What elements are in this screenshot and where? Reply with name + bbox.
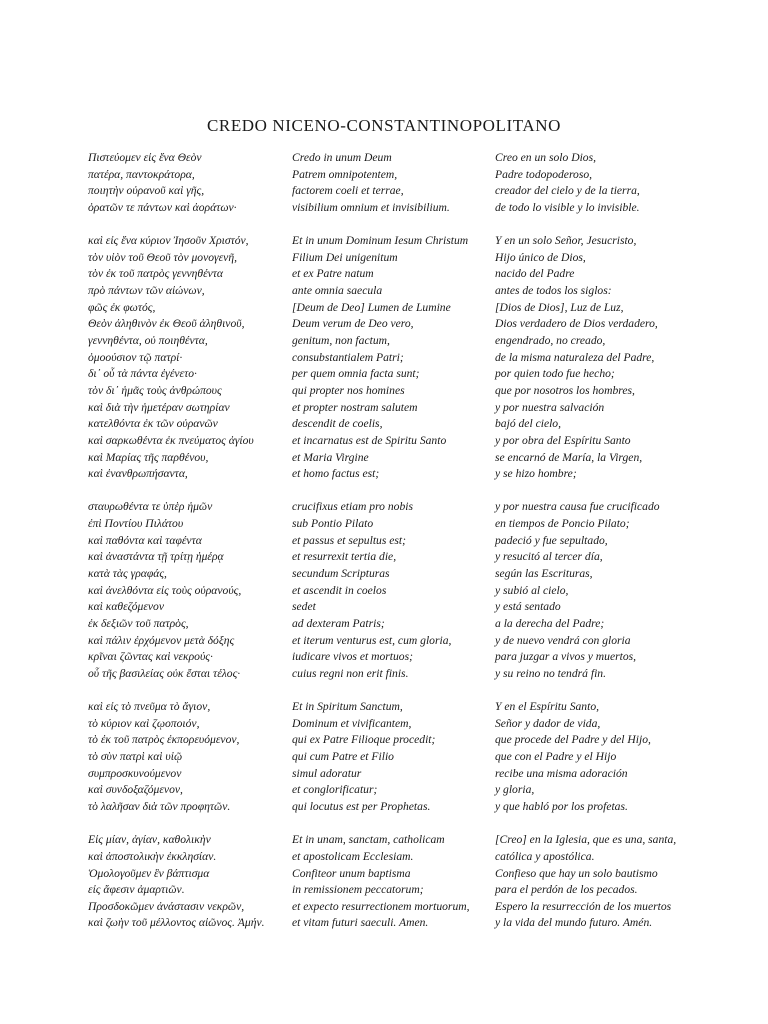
latin-stanza (292, 233, 488, 483)
greek-line: καὶ διὰ τὴν ἡμετέραν σωτηρίαν (88, 400, 230, 414)
latin-line: et ex Patre natum (292, 267, 374, 281)
spanish-line: bajó del cielo, (495, 417, 562, 431)
greek-line: κατὰ τὰς γραφάς, (88, 567, 167, 581)
greek-line: ἐπὶ Ποντίου Πιλάτου (88, 517, 184, 531)
greek-line: καὶ ζωὴν τοῦ μέλλοντος αἰῶνος. Ἀμήν. (88, 916, 265, 930)
greek-line: Εἰς μίαν, ἁγίαν, καθολικὴν (88, 833, 211, 847)
greek-line: καὶ ἀναστάντα τῇ τρίτῃ ἡμέρᾳ (88, 550, 224, 564)
greek-line: σταυρωθέντα τε ὑπὲρ ἡμῶν (88, 500, 213, 514)
latin-line: Dominum et vivificantem, (292, 716, 412, 730)
spanish-line: Creo en un solo Dios, (495, 151, 597, 164)
latin-line: et conglorificatur; (292, 783, 378, 797)
latin-line: Et in unum Dominum Iesum Christum (292, 234, 469, 248)
spanish-line: y resucitó al tercer día, (495, 550, 603, 564)
latin-line: sub Pontio Pilato (292, 517, 374, 531)
spanish-line: que procede del Padre y del Hijo, (495, 733, 651, 747)
latin-line: et expecto resurrectionem mortuorum, (292, 899, 470, 913)
spanish-line: y está sentado (495, 600, 561, 614)
greek-line: τὸ κύριον καὶ ζῳοποιόν, (88, 716, 200, 730)
spanish-line: y subió al cielo, (495, 583, 569, 597)
latin-line: genitum, non factum, (292, 334, 390, 348)
spanish-line: que con el Padre y el Hijo (495, 750, 617, 764)
spanish-line: que por nosotros los hombres, (495, 383, 635, 397)
page-title: CREDO NICENO-CONSTANTINOPOLITANO (206, 116, 562, 135)
latin-stanza (292, 499, 488, 682)
spanish-line: [Dios de Dios], Luz de Luz, (495, 300, 624, 314)
greek-line: καὶ ἐνανθρωπήσαντα, (88, 467, 188, 481)
spanish-line: Espero la resurrección de los muertos (495, 899, 672, 913)
spanish-line: a la derecha del Padre; (495, 616, 605, 630)
latin-line: Et in unam, sanctam, catholicam (292, 833, 445, 847)
spanish-line: para el perdón de los pecados. (495, 883, 638, 897)
latin-line: crucifixus etiam pro nobis (292, 500, 413, 514)
latin-stanza (292, 832, 488, 932)
greek-column (88, 150, 278, 932)
latin-line: qui locutus est per Prophetas. (292, 799, 431, 813)
latin-line: per quem omnia facta sunt; (292, 367, 420, 381)
spanish-column (495, 150, 695, 932)
greek-line: καὶ καθεζόμενον (88, 600, 164, 614)
latin-line: et Maria Virgine (292, 450, 369, 464)
spanish-stanza (495, 699, 695, 815)
spanish-line: nacido del Padre (495, 267, 575, 281)
spanish-line: para juzgar a vivos y muertos, (495, 650, 637, 664)
greek-line: τὸ λαλῆσαν διὰ τῶν προφητῶν. (88, 799, 231, 813)
spanish-line: engendrado, no creado, (495, 334, 606, 348)
greek-line: Θεὸν ἀληθινὸν ἐκ Θεοῦ ἀληθινοῦ, (88, 317, 245, 331)
spanish-line: creador del cielo y de la tierra, (495, 184, 640, 198)
spanish-line: y que habló por los profetas. (495, 799, 628, 813)
spanish-line: [Creo] en la Iglesia, que es una, santa, (495, 833, 677, 847)
latin-line: et passus et sepultus est; (292, 533, 406, 547)
spanish-line: Y en el Espíritu Santo, (495, 700, 600, 714)
greek-line: Πιστεύομεν εἰς ἕνα Θεὸν (88, 151, 202, 164)
latin-line: iudicare vivos et mortuos; (292, 650, 413, 664)
spanish-line: antes de todos los siglos: (495, 284, 612, 298)
greek-line: οὗ τῆς βασιλείας οὐκ ἔσται τέλος· (88, 666, 241, 680)
latin-line: consubstantialem Patri; (292, 350, 404, 364)
latin-line: factorem coeli et terrae, (292, 184, 404, 198)
latin-line: et resurrexit tertia die, (292, 550, 397, 564)
greek-line: ἐκ δεξιῶν τοῦ πατρὸς, (88, 616, 189, 630)
latin-line: et propter nostram salutem (292, 400, 418, 414)
spanish-line: en tiempos de Poncio Pilato; (495, 517, 630, 531)
greek-stanza (88, 150, 278, 217)
spanish-line: según las Escrituras, (495, 567, 593, 581)
latin-line: Filium Dei unigenitum (292, 250, 398, 264)
latin-line: sedet (292, 600, 316, 614)
greek-line: ποιητὴν οὐρανοῦ καὶ γῆς, (88, 184, 205, 198)
latin-line: et ascendit in coelos (292, 583, 387, 597)
latin-line: Patrem omnipotentem, (292, 167, 398, 181)
greek-line: εἰς ἄφεσιν ἁμαρτιῶν. (88, 883, 185, 897)
greek-line: Προσδοκῶμεν ἀνάστασιν νεκρῶν, (88, 899, 245, 913)
greek-line: δι᾽ οὗ τὰ πάντα ἐγένετο· (88, 367, 197, 381)
spanish-line: de todo lo visible y lo invisible. (495, 200, 640, 214)
latin-line: cuius regni non erit finis. (292, 666, 409, 680)
spanish-stanza (495, 233, 695, 483)
latin-line: in remissionem peccatorum; (292, 883, 424, 897)
greek-line: τὸ σὺν πατρὶ καὶ υἱῷ (88, 750, 183, 764)
spanish-line: y se hizo hombre; (495, 467, 577, 481)
greek-line: ὁμοούσιον τῷ πατρί· (88, 350, 183, 364)
latin-line: simul adoratur (292, 766, 362, 780)
latin-line: secundum Scripturas (292, 567, 390, 581)
spanish-line: Padre todopoderoso, (495, 167, 593, 181)
spanish-line: se encarnó de María, la Virgen, (495, 450, 643, 464)
spanish-line: por quien todo fue hecho; (495, 367, 615, 381)
latin-line: ante omnia saecula (292, 284, 383, 298)
spanish-line: Señor y dador de vida, (495, 716, 601, 730)
spanish-line: de la misma naturaleza del Padre, (495, 350, 655, 364)
latin-line: qui ex Patre Filioque procedit; (292, 733, 436, 747)
greek-line: γεννηθέντα, οὐ ποιηθέντα, (88, 334, 208, 348)
greek-line: καὶ ἀνελθόντα εἰς τοὺς οὐρανούς, (88, 583, 242, 597)
latin-line: et homo factus est; (292, 467, 380, 481)
spanish-line: padeció y fue sepultado, (495, 533, 608, 547)
spanish-stanza (495, 150, 695, 217)
spanish-line: Confieso que hay un solo bautismo (495, 866, 658, 880)
greek-stanza (88, 699, 278, 815)
latin-line: et vitam futuri saeculi. Amen. (292, 916, 429, 930)
latin-line: qui propter nos homines (292, 383, 405, 397)
spanish-line: católica y apostólica. (495, 849, 595, 863)
latin-line: Confiteor unum baptisma (292, 866, 411, 880)
latin-line: Deum verum de Deo vero, (292, 317, 414, 331)
latin-line: [Deum de Deo] Lumen de Lumine (292, 300, 451, 314)
greek-line: φῶς ἐκ φωτός, (88, 300, 156, 314)
spanish-stanza (495, 832, 695, 932)
spanish-line: y gloria, (495, 783, 535, 797)
latin-line: ad dexteram Patris; (292, 616, 385, 630)
greek-line: τὸν δι᾽ ἡμᾶς τοὺς ἀνθρώπους (88, 383, 222, 397)
greek-line: καὶ παθόντα καὶ ταφέντα (88, 533, 202, 547)
latin-line: et incarnatus est de Spiritu Santo (292, 433, 447, 447)
latin-column (292, 150, 488, 932)
spanish-line: Dios verdadero de Dios verdadero, (495, 317, 658, 331)
greek-line: καὶ Μαρίας τῆς παρθένου, (88, 450, 209, 464)
spanish-line: y por obra del Espíritu Santo (495, 433, 631, 447)
spanish-line: y por nuestra salvación (495, 400, 605, 414)
greek-line: πατέρα, παντοκράτορα, (88, 167, 195, 181)
greek-stanza (88, 499, 278, 682)
greek-line: καὶ ἀποστολικὴν ἐκκλησίαν. (88, 849, 217, 863)
latin-line: visibilium omnium et invisibilium. (292, 200, 450, 214)
greek-line: Ὁμολογοῦμεν ἓν βάπτισμα (88, 866, 210, 880)
latin-line: qui cum Patre et Filio (292, 750, 394, 764)
latin-line: Et in Spiritum Sanctum, (292, 700, 403, 714)
latin-stanza (292, 150, 488, 217)
greek-line: κρῖναι ζῶντας καὶ νεκρούς· (88, 650, 213, 664)
spanish-line: y por nuestra causa fue crucificado (495, 500, 660, 514)
latin-stanza (292, 699, 488, 815)
greek-line: κατελθόντα ἐκ τῶν οὐρανῶν (88, 417, 218, 431)
greek-line: συμπροσκυνούμενον (88, 766, 182, 780)
spanish-stanza (495, 499, 695, 682)
spanish-line: y su reino no tendrá fin. (495, 666, 606, 680)
greek-line: ὁρατῶν τε πάντων καὶ ἀοράτων· (88, 200, 237, 214)
greek-line: καὶ σαρκωθέντα ἐκ πνεύματος ἁγίου (88, 433, 254, 447)
greek-stanza (88, 832, 278, 932)
greek-line: τὸ ἐκ τοῦ πατρὸς ἐκπορευόμενον, (88, 733, 240, 747)
latin-line: Credo in unum Deum (292, 151, 392, 164)
spanish-line: recibe una misma adoración (495, 766, 628, 780)
greek-line: καὶ εἰς τὸ πνεῦμα τὸ ἅγιον, (88, 700, 211, 714)
latin-line: et apostolicam Ecclesiam. (292, 849, 414, 863)
latin-line: descendit de coelis, (292, 417, 383, 431)
spanish-line: y la vida del mundo futuro. Amén. (495, 916, 653, 930)
greek-line: τὸν υἱὸν τοῦ Θεοῦ τὸν μονογενῆ, (88, 250, 237, 264)
greek-line: καὶ συνδοξαζόμενον, (88, 783, 183, 797)
spanish-line: Y en un solo Señor, Jesucristo, (495, 234, 637, 248)
spanish-line: y de nuevo vendrá con gloria (495, 633, 631, 647)
greek-line: καὶ πάλιν ἐρχόμενον μετὰ δόξης (88, 633, 235, 647)
greek-line: πρὸ πάντων τῶν αἰώνων, (88, 284, 205, 298)
greek-line: τὸν ἐκ τοῦ πατρὸς γεννηθέντα (88, 267, 224, 281)
latin-line: et iterum venturus est, cum gloria, (292, 633, 452, 647)
greek-stanza (88, 233, 278, 483)
greek-line: καὶ εἰς ἕνα κύριον Ἰησοῦν Χριστόν, (88, 234, 249, 248)
spanish-line: Hijo único de Dios, (495, 250, 586, 264)
